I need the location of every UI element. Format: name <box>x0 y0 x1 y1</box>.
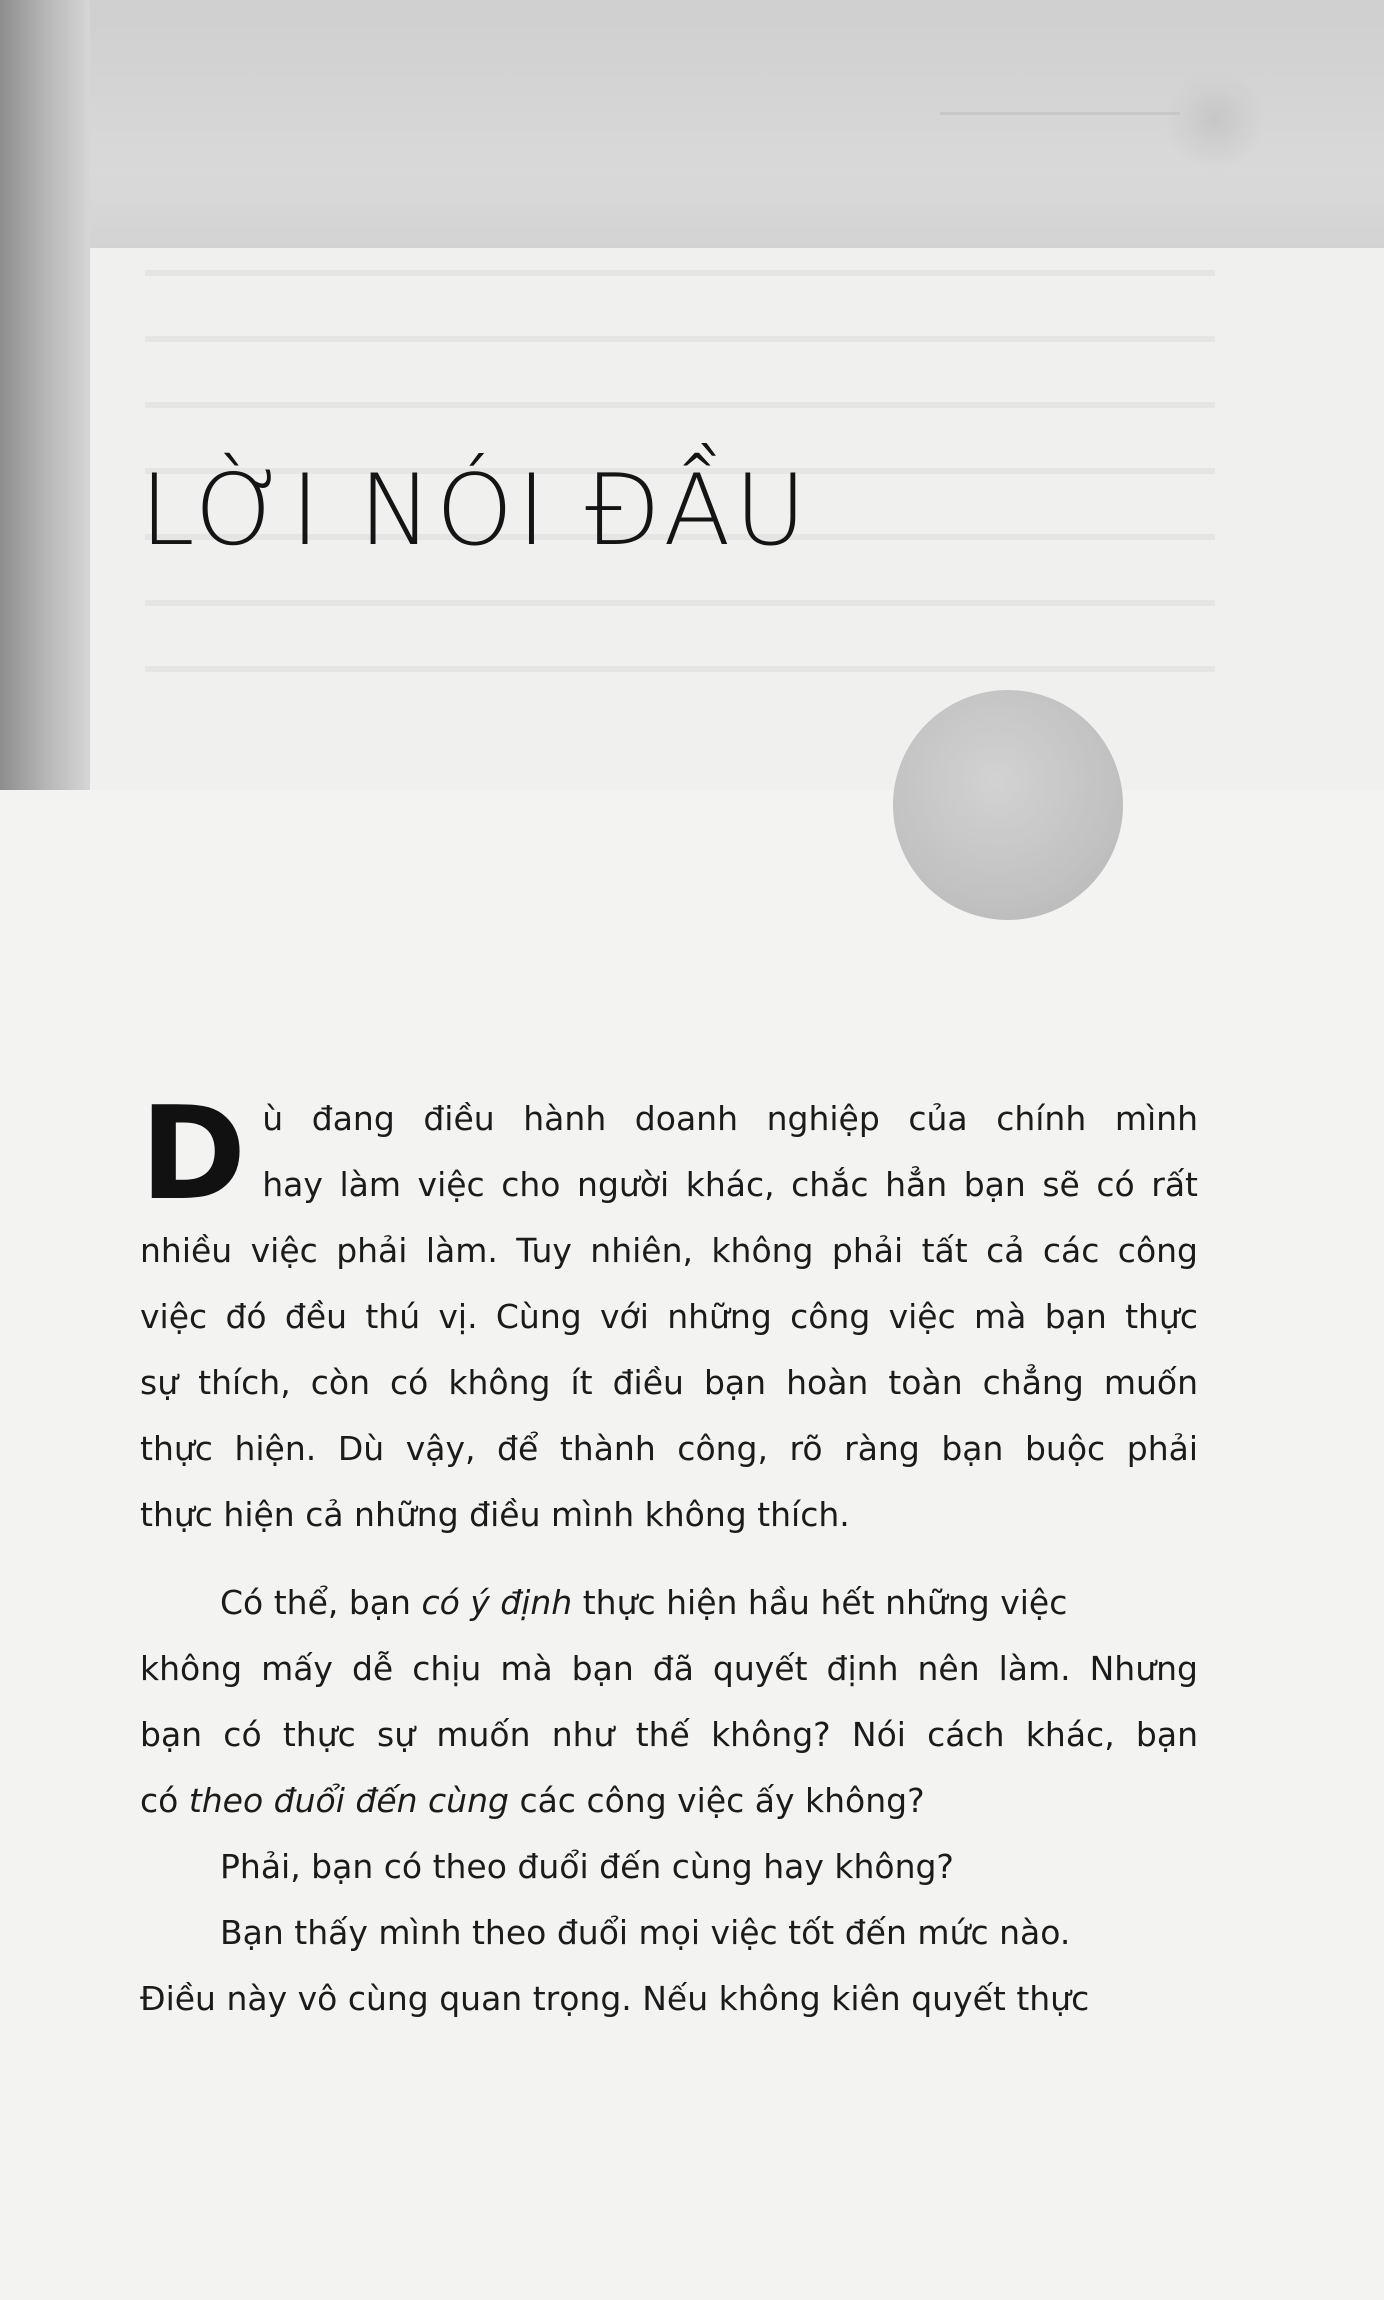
emphasis-theo-duoi-den-cung: theo đuổi đến cùng <box>188 1781 509 1820</box>
paragraph-2 <box>140 1570 1198 1834</box>
paragraph-2-line-4 <box>140 1768 1198 1834</box>
paragraph-1-line-4: việc đó đều thú vị. Cùng với những công việc mà bạn thực <box>140 1297 1198 1336</box>
emphasis-co-y-dinh: có ý định <box>421 1583 573 1622</box>
paragraph-1-line-7: thực hiện cả những điều mình không thích. <box>140 1495 850 1534</box>
paragraph-1-line-2: hay làm việc cho người khác, chắc hẳn bạn sẽ có rất <box>262 1165 1198 1204</box>
paragraph-2-line-1-end: thực hiện hầu hết những việc <box>572 1583 1068 1622</box>
paragraph-1-line-5: sự thích, còn có không ít điều bạn hoàn toàn chẳng muốn <box>140 1363 1198 1402</box>
paragraph-1 <box>140 1080 1198 1548</box>
paragraph-2-line-4-start: có <box>140 1781 189 1820</box>
paragraph-4-line-2: Điều này vô cùng quan trọng. Nếu không kiên quyết thực <box>140 1979 1090 2018</box>
paragraph-3 <box>140 1834 1198 1900</box>
paragraph-1-line-1: ù đang điều hành doanh nghiệp của chính mình <box>262 1099 1198 1138</box>
paragraph-2-line-3: bạn có thực sự muốn như thế không? Nói cách khác, bạn <box>140 1715 1198 1754</box>
paragraph-4-line-1: Bạn thấy mình theo đuổi mọi việc tốt đến mức nào. <box>220 1913 1071 1952</box>
paragraph-3-line-1: Phải, bạn có theo đuổi đến cùng hay không? <box>220 1847 954 1886</box>
drop-cap: D <box>140 1080 247 1229</box>
page-title: LỜI NÓI ĐẦU <box>140 454 811 568</box>
body-text <box>140 1080 1198 2032</box>
paragraph-2-line-1 <box>140 1570 1198 1636</box>
paragraph-1-line-3: nhiều việc phải làm. Tuy nhiên, không phải tất cả các công <box>140 1231 1198 1270</box>
header-ornament-icon <box>1165 70 1265 170</box>
paragraph-2-line-4-end: các công việc ấy không? <box>508 1781 925 1820</box>
header-bleed-through <box>940 112 1180 115</box>
paragraph-2-line-1-start: Có thể, bạn <box>220 1583 422 1622</box>
left-gray-strip <box>0 0 90 790</box>
paragraph-1-line-6: thực hiện. Dù vậy, để thành công, rõ ràng bạn buộc phải <box>140 1429 1198 1468</box>
paragraph-2-line-2: không mấy dễ chịu mà bạn đã quyết định nên làm. Nhưng <box>140 1649 1198 1688</box>
paragraph-4 <box>140 1900 1198 2032</box>
circle-ornament <box>893 690 1123 920</box>
